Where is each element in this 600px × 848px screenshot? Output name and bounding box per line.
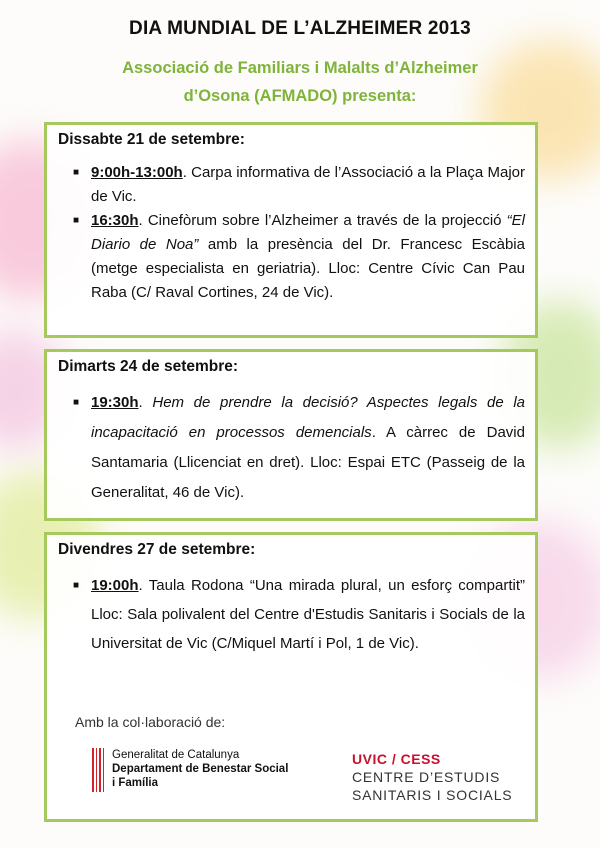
event-box-saturday [44, 122, 538, 338]
gencat-line-3: i Família [112, 777, 159, 789]
event-time: 19:30h [91, 394, 139, 411]
event-time: 19:00h [91, 577, 139, 594]
uvic-cess-logo [352, 750, 512, 804]
gencat-stripes-icon [92, 748, 104, 792]
event-item [73, 209, 525, 305]
page-title: DIA MUNDIAL DE L’ALZHEIMER 2013 [129, 18, 471, 39]
page-subtitle [0, 54, 600, 110]
event-description: . Carpa informativa de l’Associació a la Plaça Major de Vic. [91, 164, 525, 205]
event-item [73, 571, 525, 658]
event-description-cont: . A càrrec de David Santamaria (Llicenciat en dret). Lloc: Espai ETC (Passeig de la Generalitat, 46 de Vic). [91, 424, 525, 501]
event-description: . [138, 394, 153, 411]
bullet-icon: ■ [73, 397, 80, 408]
uvic-line-1: CENTRE D’ESTUDIS [352, 769, 501, 785]
event-item [73, 388, 525, 508]
bullet-icon: ■ [73, 580, 80, 591]
uvic-brand: UVIC / CESS [352, 751, 441, 767]
event-day-heading: Dimarts 24 de setembre: [58, 358, 239, 375]
event-description-cont: amb la presència del Dr. Francesc Escàbia (metge especialista en geriatria). Lloc: Centre Cívic Can Pau Raba (C/ Raval Cortines, 24 de Vic). [91, 236, 525, 301]
collaboration-label: Amb la col·laboració de: [75, 714, 226, 730]
event-day-heading: Divendres 27 de setembre: [58, 541, 256, 558]
event-box-tuesday [44, 349, 538, 521]
event-description: . Taula Rodona “Una mirada plural, un esforç compartit” Lloc: Sala polivalent del Centre d'Estudis Sanitaris i Socials de la Universitat de Vic (C/Miquel Martí i Pol, 1 de Vic). [91, 577, 525, 652]
subtitle-line-1: Associació de Familiars i Malalts d’Alzheimer [122, 59, 478, 77]
event-description: . Cinefòrum sobre l’Alzheimer a través de la projecció [138, 212, 507, 229]
gencat-line-2: Departament de Benestar Social [112, 763, 289, 775]
talk-title: Hem de prendre la decisió? Aspectes legals de la incapacitació en processos demencials [91, 394, 525, 441]
event-item [73, 161, 525, 209]
bullet-icon: ■ [73, 167, 80, 178]
event-time: 16:30h [91, 212, 139, 229]
film-title: “El Diario de Noa” [91, 212, 525, 253]
event-time: 9:00h-13:00h [91, 164, 183, 181]
bullet-icon: ■ [73, 215, 80, 226]
event-day-heading: Dissabte 21 de setembre: [58, 131, 245, 148]
uvic-line-2: SANITARIS I SOCIALS [352, 787, 513, 803]
gencat-line-1: Generalitat de Catalunya [112, 749, 240, 761]
subtitle-line-2: d’Osona (AFMADO) presenta: [183, 87, 417, 105]
gencat-text [112, 748, 288, 790]
